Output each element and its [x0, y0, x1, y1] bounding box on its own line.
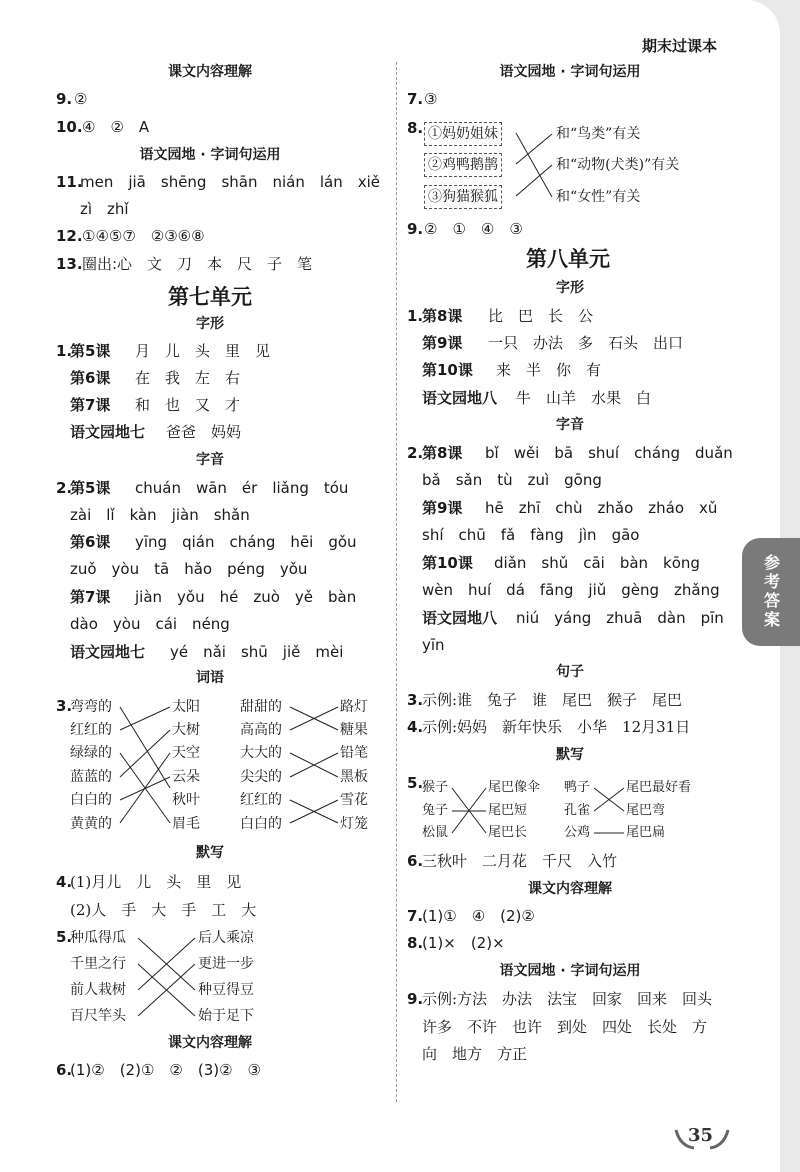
ziyin7-label-6: 第6课: [70, 533, 111, 551]
line-3b-4: [290, 800, 338, 823]
q9-answer-right: ② ① ④ ③: [424, 220, 523, 238]
ziyin7-answer-5a: chuán wān ér liǎng tóu: [135, 479, 349, 497]
q4-answer-1: (1)月儿 儿 头 里 见: [70, 873, 242, 891]
match3a-right-0: 太阳: [172, 699, 200, 715]
ziyin8-answer-10b: wèn huí dá fāng jiǔ gèng zhǎng: [422, 581, 720, 599]
ziyin7-answer-7a: jiàn yǒu hé zuò yě bàn: [135, 588, 357, 606]
match3b-right-4: 雪花: [340, 792, 368, 808]
unit8-title: 第八单元: [526, 247, 610, 271]
ziyin7-answer-6b: zuǒ yòu tā hǎo péng yǒu: [70, 560, 308, 578]
zixing8-answer-8: 比 巴 长 公: [488, 307, 594, 325]
q5-number-right: 5.: [407, 774, 424, 792]
match3a-left-2: 绿绿的: [70, 745, 112, 761]
zixing8-answer-10: 来 半 你 有: [496, 361, 602, 379]
q11-answer-line2: zì zhǐ: [80, 200, 129, 218]
match3a-right-4: 秋叶: [172, 792, 200, 808]
match5a-left-0: 猴子: [422, 780, 449, 795]
ziyin7-label-5: 第5课: [70, 479, 111, 497]
match5-left-3: 百尺竿头: [70, 1008, 126, 1024]
match8-right-1: 和“动物(犬类)”有关: [556, 157, 680, 173]
match5a-left-1: 兔子: [422, 803, 449, 818]
line-8-1: [516, 134, 552, 164]
q3-number-right: 3.: [407, 691, 424, 709]
line-3a-1: [120, 707, 170, 730]
match5b-left-2: 公鸡: [564, 825, 591, 840]
line-5a-0: [452, 788, 486, 833]
zixing8-label-8: 第8课: [422, 307, 463, 325]
match5-left-0: 种瓜得瓜: [70, 930, 126, 946]
line-3a-3: [120, 730, 170, 777]
match5b-right-1: 尾巴弯: [626, 803, 666, 818]
match3b-right-0: 路灯: [340, 699, 368, 715]
zixing7-answer-6: 在 我 左 右: [135, 369, 241, 387]
zixing7-label-5: 第5课: [70, 342, 111, 360]
match5a-right-0: 尾巴像伞: [488, 780, 541, 795]
line-5-3: [138, 964, 195, 1016]
line-3b-1: [290, 707, 338, 730]
q9b-answer-2: 许多 不许 也许 到处 四处 长处 方: [422, 1018, 708, 1036]
ziyin8-answer-8b: bǎ sǎn tù zuì gōng: [422, 471, 602, 489]
q4-answer-right: 示例:妈妈 新年快乐 小华 12月31日: [422, 718, 691, 736]
heading-juzi: 句子: [556, 664, 584, 680]
line-3a-4: [120, 777, 170, 800]
q8b-number: 8.: [407, 934, 424, 952]
ziyin8-answer-9a: hē zhī chù zhǎo zháo xǔ: [485, 499, 718, 517]
ziyin7-number: 2.: [56, 479, 73, 497]
line-5a-2: [452, 788, 486, 833]
heading-ciyu: 词语: [196, 670, 224, 686]
heading-kewen-r: 课文内容理解: [528, 881, 612, 897]
line-5b-0: [594, 788, 624, 811]
match8-left-2: ③狗猫猴狐: [424, 185, 502, 209]
match8-right-2: 和“女性”有关: [556, 189, 641, 205]
q7b-answer: (1)① ④ (2)②: [422, 907, 535, 925]
match8-left-0: ①妈奶姐妹: [424, 122, 502, 146]
match3b-right-3: 黑板: [340, 769, 368, 785]
q11-answer-line1: men jiā shēng shān nián lán xiě: [80, 173, 380, 191]
ziyin7-label-garden: 语文园地七: [70, 643, 146, 661]
heading-kewen-1: 课文内容理解: [168, 64, 252, 80]
match5-right-0: 后人乘凉: [198, 930, 254, 946]
match3a-right-3: 云朵: [172, 769, 200, 785]
heading-kewen-2: 课文内容理解: [168, 1035, 252, 1051]
q7-number-right: 7.: [407, 90, 424, 108]
line-3a-5: [120, 753, 170, 823]
zixing7-label-7: 第7课: [70, 396, 111, 414]
ziyin7-answer-garden: yé nǎi shū jiě mèi: [170, 643, 344, 661]
ziyin8-label-garden: 语文园地八: [422, 609, 498, 627]
zixing7-label-garden: 语文园地七: [70, 423, 146, 441]
match3a-right-2: 天空: [172, 745, 200, 761]
match3b-left-3: 尖尖的: [240, 769, 282, 785]
q10-number: 10.: [56, 118, 83, 136]
ziyin8-answer-9b: shí chū fǎ fàng jìn gāo: [422, 526, 640, 544]
match3b-left-2: 大大的: [240, 745, 282, 761]
match5-right-3: 始于足下: [198, 1008, 254, 1024]
zixing7-answer-5: 月 儿 头 里 见: [135, 342, 271, 360]
q9-answer: ②: [74, 90, 88, 108]
match3a-left-3: 蓝蓝的: [70, 769, 112, 785]
match3b-left-0: 甜甜的: [240, 699, 282, 715]
match8-left-1: ②鸡鸭鹅鹊: [424, 153, 502, 177]
unit7-title: 第七单元: [168, 285, 252, 309]
line-8-0: [516, 133, 552, 197]
column-divider: [396, 62, 397, 1102]
match3a-left-0: 弯弯的: [70, 699, 112, 715]
q4-answer-2: (2)人 手 大 手 工 大: [70, 901, 257, 919]
q6-number-left: 6.: [56, 1061, 73, 1079]
match5-left-1: 千里之行: [70, 956, 126, 972]
q6-answer-right: 三秋叶 二月花 千尺 入竹: [422, 852, 618, 870]
match5a-left-2: 松鼠: [422, 825, 449, 840]
match5a-right-1: 尾巴短: [488, 803, 528, 818]
q12-number: 12.: [56, 227, 83, 245]
match3a-left-5: 黄黄的: [70, 816, 112, 832]
zixing7-answer-7: 和 也 又 才: [135, 396, 241, 414]
page-number-badge: [670, 1120, 734, 1154]
match3b-right-2: 铅笔: [340, 745, 368, 761]
q9-number-right: 9.: [407, 220, 424, 238]
ziyin8-label-9: 第9课: [422, 499, 463, 517]
zixing7-label-6: 第6课: [70, 369, 111, 387]
line-5-1: [138, 964, 195, 1016]
page-number: 35: [688, 1125, 714, 1146]
q10-answer: ④ ② A: [82, 118, 150, 136]
match3b-left-1: 高高的: [240, 722, 282, 738]
q3-answer-right: 示例:谁 兔子 谁 尾巴 猴子 尾巴: [422, 691, 683, 709]
match5-right-1: 更进一步: [198, 956, 254, 972]
q11-number: 11.: [56, 173, 83, 191]
match5-right-2: 种豆得豆: [198, 982, 254, 998]
ziyin7-answer-6a: yīng qián cháng hēi gǒu: [135, 533, 357, 551]
match5b-left-0: 鸭子: [564, 780, 591, 795]
heading-yuwen-r2: 语文园地 · 字词句运用: [499, 963, 641, 979]
line-3a-2: [120, 753, 170, 823]
ziyin7-answer-7b: dào yòu cái néng: [70, 615, 230, 633]
ziyin8-answer-garden-a: niú yáng zhuā dàn pīn: [516, 609, 724, 627]
q12-answer: ①④⑤⑦ ②③⑥⑧: [82, 227, 205, 245]
zixing8-answer-garden: 牛 山羊 水果 白: [516, 389, 652, 407]
match3a-right-1: 大树: [172, 722, 200, 738]
zixing8-label-10: 第10课: [422, 361, 473, 379]
q4-number-right: 4.: [407, 718, 424, 736]
q8-number-right: 8.: [407, 119, 424, 137]
heading-moxie-7: 默写: [196, 845, 224, 861]
heading-yuwen-r1: 语文园地 · 字词句运用: [499, 64, 641, 80]
q8b-answer: (1)× (2)×: [422, 934, 505, 952]
match3a-left-1: 红红的: [70, 722, 112, 738]
heading-yuwen-1: 语文园地 · 字词句运用: [139, 147, 281, 163]
match5b-right-2: 尾巴扁: [626, 825, 666, 840]
zixing8-number: 1.: [407, 307, 424, 325]
match3a-right-5: 眉毛: [172, 816, 200, 832]
q9b-answer-3: 向 地方 方正: [422, 1045, 528, 1063]
line-3b-0: [290, 707, 338, 730]
q6-number-right: 6.: [407, 852, 424, 870]
ziyin8-answer-10a: diǎn shǔ cāi bàn kōng: [494, 554, 700, 572]
match8-right-0: 和“鸟类”有关: [556, 126, 641, 142]
q5-number-left: 5.: [56, 928, 73, 946]
heading-ziyin-7: 字音: [196, 452, 224, 468]
match3b-left-4: 红红的: [240, 792, 282, 808]
ziyin7-answer-5b: zài lǐ kàn jiàn shǎn: [70, 506, 250, 524]
heading-moxie-8: 默写: [556, 747, 584, 763]
heading-zixing-8: 字形: [556, 280, 584, 296]
side-tab[interactable]: 参考答案: [742, 538, 800, 646]
ziyin8-answer-8a: bǐ wěi bā shuí cháng duǎn: [485, 444, 733, 462]
zixing8-answer-9: 一只 办法 多 石头 出口: [488, 334, 684, 352]
match5b-left-1: 孔雀: [564, 803, 591, 818]
line-5b-1: [594, 788, 624, 811]
zixing7-number: 1.: [56, 342, 73, 360]
match3b-right-5: 灯笼: [340, 816, 368, 832]
zixing8-label-9: 第9课: [422, 334, 463, 352]
q13-number: 13.: [56, 255, 83, 273]
line-3b-3: [290, 753, 338, 777]
line-5-0: [138, 938, 195, 990]
line-3b-5: [290, 800, 338, 823]
q7-answer-right: ③: [424, 90, 438, 108]
heading-zixing-7: 字形: [196, 316, 224, 332]
line-3a-0: [120, 707, 170, 788]
ziyin8-number: 2.: [407, 444, 424, 462]
ziyin8-label-8: 第8课: [422, 444, 463, 462]
q7b-number: 7.: [407, 907, 424, 925]
ziyin8-label-10: 第10课: [422, 554, 473, 572]
line-8-2: [516, 165, 552, 196]
ziyin8-answer-garden-b: yīn: [422, 636, 445, 654]
match3b-left-5: 白白的: [240, 816, 282, 832]
match5b-right-0: 尾巴最好看: [626, 780, 692, 795]
q9b-number: 9.: [407, 990, 424, 1008]
q3-number-left: 3.: [56, 697, 73, 715]
match5-left-2: 前人栽树: [70, 982, 126, 998]
zixing8-label-garden: 语文园地八: [422, 389, 498, 407]
line-5-2: [138, 938, 195, 990]
ziyin7-label-7: 第7课: [70, 588, 111, 606]
q9-number: 9.: [56, 90, 73, 108]
heading-ziyin-8: 字音: [556, 417, 584, 433]
q9b-answer-1: 示例:方法 办法 法宝 回家 回来 回头: [422, 990, 713, 1008]
line-3b-2: [290, 753, 338, 777]
q13-answer: 圈出:心 文 刀 本 尺 子 笔: [82, 255, 313, 273]
match3a-left-4: 白白的: [70, 792, 112, 808]
match5a-right-2: 尾巴长: [488, 825, 528, 840]
header-title: 期末过课本: [642, 37, 718, 55]
zixing7-answer-garden: 爸爸 妈妈: [166, 423, 242, 441]
q4-number-left: 4.: [56, 873, 73, 891]
match3b-right-1: 糖果: [340, 722, 368, 738]
q6-answer-left: (1)② (2)① ② (3)② ③: [70, 1061, 261, 1079]
